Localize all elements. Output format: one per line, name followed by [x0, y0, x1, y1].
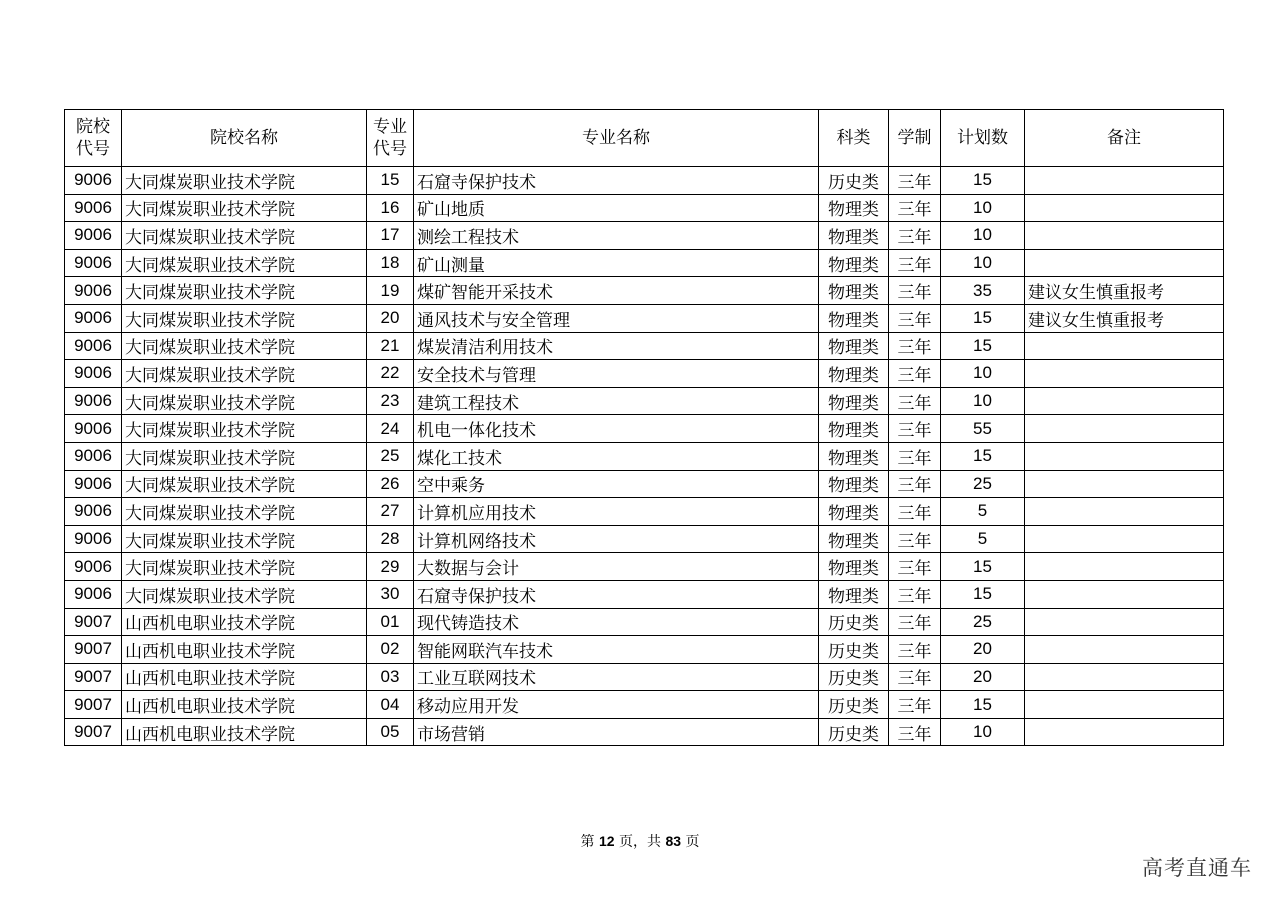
cell-duration: 三年	[889, 636, 941, 664]
cell-school-name: 大同煤炭职业技术学院	[122, 470, 367, 498]
cell-category: 物理类	[819, 470, 889, 498]
header-major-code: 专业 代号	[367, 110, 414, 167]
footer-middle: 页，共	[619, 834, 661, 850]
table-row	[65, 222, 1224, 250]
cell-plan-count: 10	[941, 194, 1025, 222]
page-footer	[0, 831, 1280, 851]
cell-school-code: 9006	[65, 222, 122, 250]
header-school-name: 院校名称	[122, 110, 367, 167]
header-row	[65, 110, 1224, 167]
cell-remarks	[1025, 332, 1224, 360]
cell-remarks	[1025, 663, 1224, 691]
cell-category: 物理类	[819, 553, 889, 581]
table-row	[65, 415, 1224, 443]
cell-major-name: 建筑工程技术	[414, 387, 819, 415]
cell-school-name: 大同煤炭职业技术学院	[122, 442, 367, 470]
cell-category: 历史类	[819, 608, 889, 636]
table-row	[65, 304, 1224, 332]
cell-major-name: 石窟寺保护技术	[414, 580, 819, 608]
cell-duration: 三年	[889, 691, 941, 719]
table-row	[65, 663, 1224, 691]
enrollment-plan-table	[64, 109, 1224, 746]
cell-school-code: 9006	[65, 415, 122, 443]
cell-remarks	[1025, 415, 1224, 443]
table-row	[65, 636, 1224, 664]
cell-school-code: 9006	[65, 249, 122, 277]
cell-major-code: 28	[367, 525, 414, 553]
cell-remarks	[1025, 387, 1224, 415]
cell-major-code: 27	[367, 498, 414, 526]
cell-remarks	[1025, 525, 1224, 553]
cell-major-code: 01	[367, 608, 414, 636]
cell-remarks	[1025, 608, 1224, 636]
cell-school-name: 大同煤炭职业技术学院	[122, 415, 367, 443]
cell-remarks	[1025, 470, 1224, 498]
cell-category: 物理类	[819, 194, 889, 222]
cell-school-name: 大同煤炭职业技术学院	[122, 360, 367, 388]
table-header	[65, 110, 1224, 167]
cell-remarks: 建议女生慎重报考	[1025, 277, 1224, 305]
cell-school-code: 9006	[65, 387, 122, 415]
cell-plan-count: 20	[941, 663, 1025, 691]
cell-category: 物理类	[819, 360, 889, 388]
cell-school-name: 大同煤炭职业技术学院	[122, 387, 367, 415]
cell-plan-count: 15	[941, 332, 1025, 360]
cell-school-name: 山西机电职业技术学院	[122, 608, 367, 636]
cell-major-code: 05	[367, 718, 414, 746]
cell-category: 物理类	[819, 415, 889, 443]
cell-plan-count: 25	[941, 470, 1025, 498]
cell-major-code: 04	[367, 691, 414, 719]
cell-remarks: 建议女生慎重报考	[1025, 304, 1224, 332]
cell-category: 历史类	[819, 691, 889, 719]
table-row	[65, 580, 1224, 608]
cell-plan-count: 15	[941, 442, 1025, 470]
footer-prefix: 第	[580, 834, 595, 850]
cell-category: 物理类	[819, 525, 889, 553]
cell-major-name: 通风技术与安全管理	[414, 304, 819, 332]
cell-plan-count: 55	[941, 415, 1025, 443]
cell-duration: 三年	[889, 304, 941, 332]
cell-major-name: 大数据与会计	[414, 553, 819, 581]
cell-major-code: 21	[367, 332, 414, 360]
cell-school-code: 9007	[65, 636, 122, 664]
cell-category: 历史类	[819, 718, 889, 746]
cell-plan-count: 10	[941, 222, 1025, 250]
cell-major-code: 02	[367, 636, 414, 664]
cell-major-code: 18	[367, 249, 414, 277]
cell-category: 物理类	[819, 498, 889, 526]
cell-duration: 三年	[889, 663, 941, 691]
cell-school-code: 9006	[65, 580, 122, 608]
watermark: 高考直通车	[1142, 856, 1252, 880]
cell-category: 物理类	[819, 277, 889, 305]
cell-plan-count: 5	[941, 525, 1025, 553]
footer-page-number: 12	[598, 833, 615, 849]
cell-remarks	[1025, 636, 1224, 664]
cell-duration: 三年	[889, 277, 941, 305]
cell-duration: 三年	[889, 470, 941, 498]
cell-remarks	[1025, 249, 1224, 277]
cell-school-code: 9006	[65, 304, 122, 332]
cell-plan-count: 35	[941, 277, 1025, 305]
header-category: 科类	[819, 110, 889, 167]
table-row	[65, 525, 1224, 553]
cell-plan-count: 10	[941, 387, 1025, 415]
table-row	[65, 608, 1224, 636]
table-row	[65, 498, 1224, 526]
cell-remarks	[1025, 580, 1224, 608]
cell-remarks	[1025, 498, 1224, 526]
cell-school-name: 大同煤炭职业技术学院	[122, 525, 367, 553]
cell-school-code: 9006	[65, 194, 122, 222]
cell-major-name: 煤炭清洁利用技术	[414, 332, 819, 360]
cell-school-name: 大同煤炭职业技术学院	[122, 580, 367, 608]
cell-major-code: 30	[367, 580, 414, 608]
table-row	[65, 470, 1224, 498]
cell-school-name: 山西机电职业技术学院	[122, 718, 367, 746]
cell-plan-count: 10	[941, 360, 1025, 388]
cell-plan-count: 5	[941, 498, 1025, 526]
cell-school-name: 大同煤炭职业技术学院	[122, 304, 367, 332]
footer-suffix: 页	[685, 834, 700, 850]
cell-plan-count: 20	[941, 636, 1025, 664]
cell-major-name: 计算机应用技术	[414, 498, 819, 526]
cell-duration: 三年	[889, 387, 941, 415]
cell-school-code: 9006	[65, 498, 122, 526]
cell-major-code: 22	[367, 360, 414, 388]
cell-major-name: 工业互联网技术	[414, 663, 819, 691]
cell-remarks	[1025, 360, 1224, 388]
cell-category: 物理类	[819, 387, 889, 415]
cell-category: 历史类	[819, 663, 889, 691]
cell-duration: 三年	[889, 249, 941, 277]
cell-major-name: 矿山地质	[414, 194, 819, 222]
cell-major-code: 03	[367, 663, 414, 691]
footer-total-pages: 83	[665, 833, 682, 849]
cell-category: 历史类	[819, 636, 889, 664]
cell-school-code: 9006	[65, 277, 122, 305]
cell-major-code: 17	[367, 222, 414, 250]
cell-school-name: 山西机电职业技术学院	[122, 636, 367, 664]
header-major-name: 专业名称	[414, 110, 819, 167]
cell-duration: 三年	[889, 194, 941, 222]
cell-major-name: 智能网联汽车技术	[414, 636, 819, 664]
cell-plan-count: 10	[941, 249, 1025, 277]
cell-school-name: 大同煤炭职业技术学院	[122, 498, 367, 526]
cell-major-name: 矿山测量	[414, 249, 819, 277]
table-row	[65, 387, 1224, 415]
cell-school-code: 9006	[65, 360, 122, 388]
cell-duration: 三年	[889, 222, 941, 250]
table-row	[65, 691, 1224, 719]
cell-major-name: 现代铸造技术	[414, 608, 819, 636]
cell-category: 物理类	[819, 222, 889, 250]
table-row	[65, 277, 1224, 305]
cell-school-name: 大同煤炭职业技术学院	[122, 194, 367, 222]
cell-school-code: 9006	[65, 470, 122, 498]
cell-school-code: 9006	[65, 525, 122, 553]
cell-duration: 三年	[889, 553, 941, 581]
cell-plan-count: 15	[941, 580, 1025, 608]
table-row	[65, 194, 1224, 222]
cell-major-code: 29	[367, 553, 414, 581]
cell-school-code: 9007	[65, 608, 122, 636]
cell-major-name: 移动应用开发	[414, 691, 819, 719]
table-row	[65, 249, 1224, 277]
cell-duration: 三年	[889, 718, 941, 746]
table-body	[65, 167, 1224, 746]
cell-duration: 三年	[889, 608, 941, 636]
cell-major-name: 石窟寺保护技术	[414, 167, 819, 195]
cell-major-name: 煤化工技术	[414, 442, 819, 470]
cell-major-name: 计算机网络技术	[414, 525, 819, 553]
cell-major-code: 16	[367, 194, 414, 222]
table-row	[65, 360, 1224, 388]
cell-major-name: 市场营销	[414, 718, 819, 746]
cell-remarks	[1025, 222, 1224, 250]
cell-school-name: 山西机电职业技术学院	[122, 663, 367, 691]
cell-category: 历史类	[819, 167, 889, 195]
cell-major-name: 安全技术与管理	[414, 360, 819, 388]
cell-major-code: 24	[367, 415, 414, 443]
cell-major-name: 机电一体化技术	[414, 415, 819, 443]
cell-major-code: 26	[367, 470, 414, 498]
cell-category: 物理类	[819, 580, 889, 608]
cell-school-code: 9007	[65, 663, 122, 691]
cell-school-name: 大同煤炭职业技术学院	[122, 167, 367, 195]
cell-school-name: 大同煤炭职业技术学院	[122, 332, 367, 360]
cell-plan-count: 15	[941, 553, 1025, 581]
cell-remarks	[1025, 442, 1224, 470]
cell-school-name: 大同煤炭职业技术学院	[122, 553, 367, 581]
cell-major-name: 煤矿智能开采技术	[414, 277, 819, 305]
cell-major-code: 19	[367, 277, 414, 305]
cell-category: 物理类	[819, 442, 889, 470]
table-row	[65, 167, 1224, 195]
cell-remarks	[1025, 553, 1224, 581]
table-row	[65, 332, 1224, 360]
cell-major-name: 空中乘务	[414, 470, 819, 498]
cell-school-code: 9006	[65, 442, 122, 470]
cell-remarks	[1025, 167, 1224, 195]
header-plan-count: 计划数	[941, 110, 1025, 167]
cell-category: 物理类	[819, 332, 889, 360]
cell-duration: 三年	[889, 525, 941, 553]
cell-school-code: 9006	[65, 553, 122, 581]
cell-plan-count: 15	[941, 691, 1025, 719]
cell-major-name: 测绘工程技术	[414, 222, 819, 250]
cell-category: 物理类	[819, 304, 889, 332]
table-row	[65, 718, 1224, 746]
cell-duration: 三年	[889, 332, 941, 360]
table-row	[65, 442, 1224, 470]
cell-school-code: 9007	[65, 691, 122, 719]
cell-duration: 三年	[889, 580, 941, 608]
header-school-code: 院校 代号	[65, 110, 122, 167]
cell-remarks	[1025, 691, 1224, 719]
cell-category: 物理类	[819, 249, 889, 277]
header-remarks: 备注	[1025, 110, 1224, 167]
cell-plan-count: 15	[941, 167, 1025, 195]
table-row	[65, 553, 1224, 581]
cell-school-code: 9006	[65, 332, 122, 360]
header-duration: 学制	[889, 110, 941, 167]
cell-duration: 三年	[889, 360, 941, 388]
cell-school-code: 9006	[65, 167, 122, 195]
cell-major-code: 25	[367, 442, 414, 470]
cell-plan-count: 15	[941, 304, 1025, 332]
cell-school-name: 山西机电职业技术学院	[122, 691, 367, 719]
cell-duration: 三年	[889, 442, 941, 470]
cell-remarks	[1025, 718, 1224, 746]
cell-duration: 三年	[889, 498, 941, 526]
cell-major-code: 20	[367, 304, 414, 332]
cell-major-code: 23	[367, 387, 414, 415]
cell-school-name: 大同煤炭职业技术学院	[122, 222, 367, 250]
cell-duration: 三年	[889, 167, 941, 195]
cell-plan-count: 10	[941, 718, 1025, 746]
cell-plan-count: 25	[941, 608, 1025, 636]
cell-major-code: 15	[367, 167, 414, 195]
cell-duration: 三年	[889, 415, 941, 443]
cell-school-name: 大同煤炭职业技术学院	[122, 277, 367, 305]
cell-remarks	[1025, 194, 1224, 222]
cell-school-name: 大同煤炭职业技术学院	[122, 249, 367, 277]
cell-school-code: 9007	[65, 718, 122, 746]
